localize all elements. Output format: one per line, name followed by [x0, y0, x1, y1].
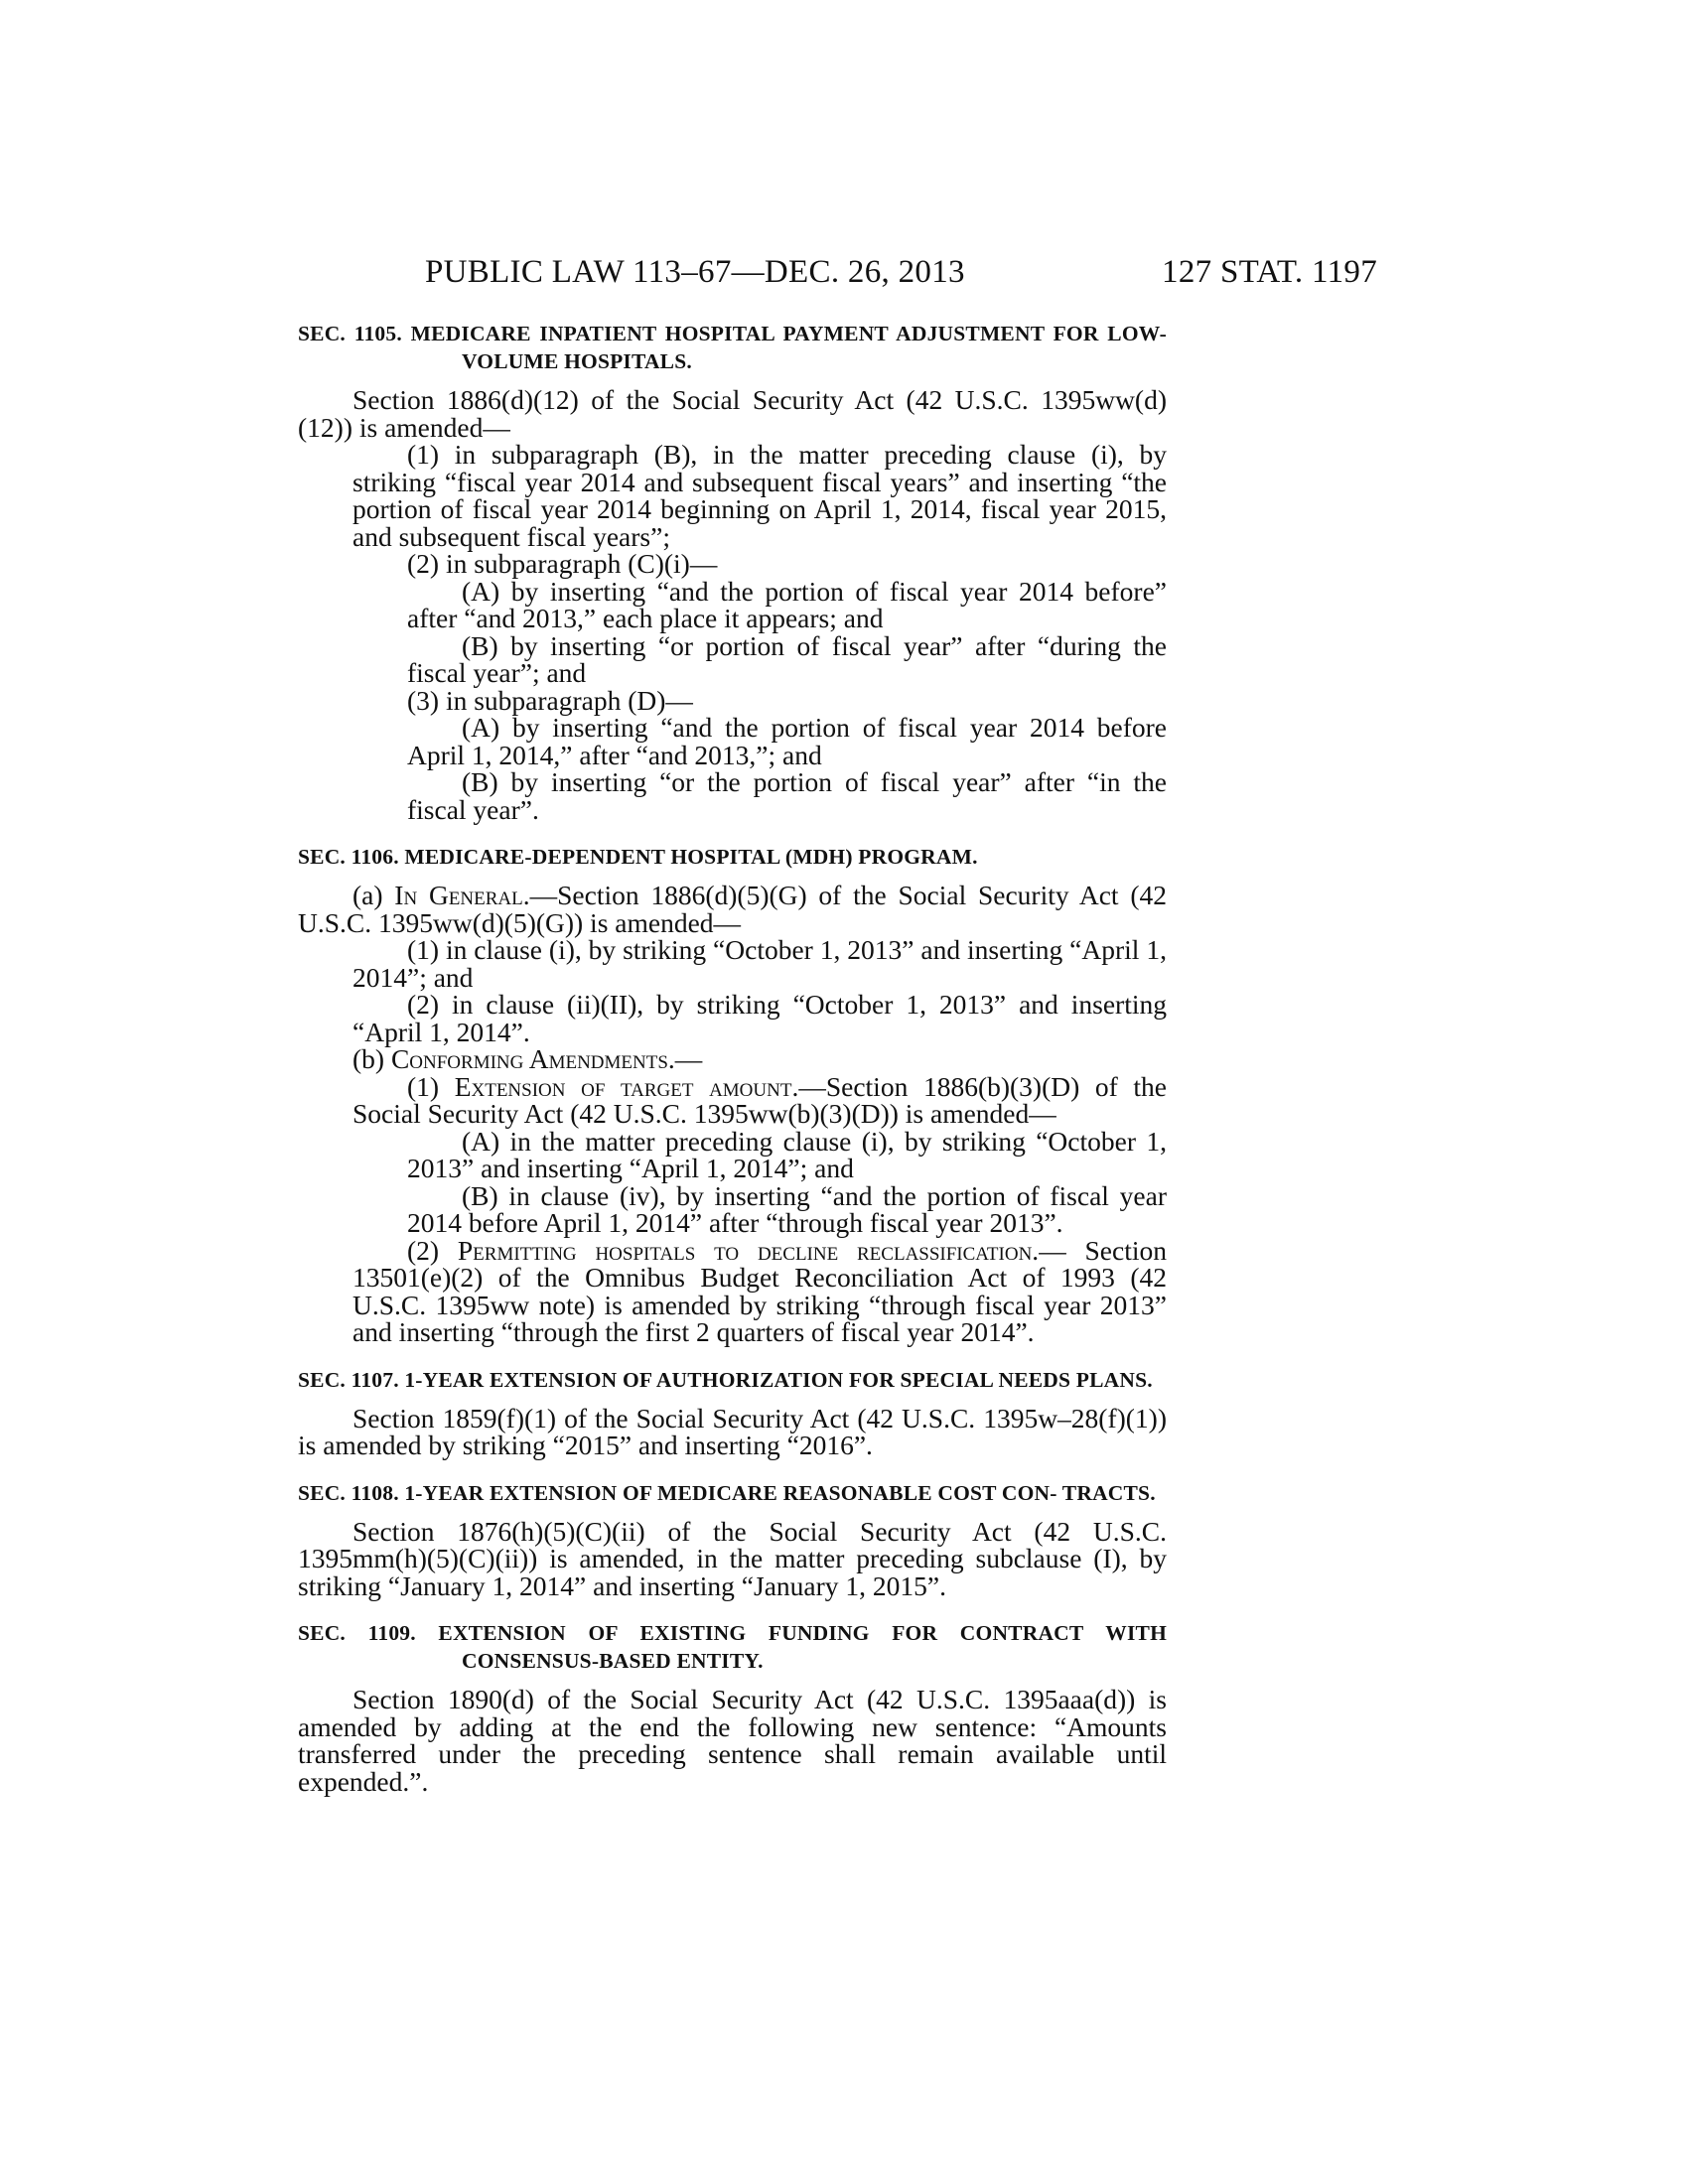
section-paragraph	[298, 1234, 1167, 1347]
running-head	[298, 254, 1377, 290]
section-paragraph: (3) in subparagraph (D)—	[407, 684, 693, 716]
section-paragraph: (2) in subparagraph (C)(i)—	[407, 548, 718, 579]
section-paragraph: Section 1890(d) of the Social Security Act (42 U.S.C. 1395aaa(d)) is amended by adding at the end the following new sentence: “Amounts transferred under the preceding sentence shall remain available until expended.”.	[298, 1684, 1167, 1797]
section-paragraph: (A) in the matter preceding clause (i), by striking “October 1, 2013” and inserting “April 1, 2014”; and	[407, 1125, 1167, 1183]
paragraph-enumerator: (b)	[352, 1043, 391, 1074]
paragraph-caption: Permitting hospitals to decline reclassification.	[457, 1234, 1040, 1266]
section-paragraph: Section 1886(d)(12) of the Social Security Act (42 U.S.C. 1395ww(d)(12)) is amended—	[298, 384, 1167, 443]
paragraph-caption: Extension of target amount.	[454, 1070, 799, 1102]
section-heading: SEC. 1107. 1-YEAR EXTENSION OF AUTHORIZATION FOR SPECIAL NEEDS PLANS.	[298, 1367, 1153, 1392]
paragraph-enumerator: (a)	[352, 880, 395, 910]
section-paragraph	[298, 882, 1167, 936]
section-paragraph: (A) by inserting “and the portion of fiscal year 2014 before” after “and 2013,” each place it appears; and	[407, 575, 1167, 633]
paragraph-text: —Section 1886(b)(3)(D) of the Social Security Act (42 U.S.C. 1395ww(b)(3)(D)) is amended—	[352, 1070, 1167, 1129]
section-heading: SEC. 1109. EXTENSION OF EXISTING FUNDING FOR CONTRACT WITH CONSENSUS-BASED ENTITY.	[298, 1621, 1167, 1673]
section-heading: SEC. 1105. MEDICARE INPATIENT HOSPITAL PAYMENT ADJUSTMENT FOR LOW-VOLUME HOSPITALS.	[298, 322, 1167, 373]
section-paragraph: (B) by inserting “or portion of fiscal year” after “during the fiscal year”; and	[407, 629, 1167, 688]
document-body	[298, 320, 1167, 1795]
section-paragraph	[298, 1070, 1167, 1129]
paragraph-text: —Section 1886(d)(5)(G) of the Social Security Act (42 U.S.C. 1395ww(d)(5)(G)) is amended—	[298, 880, 1167, 938]
section-paragraph: (A) by inserting “and the portion of fiscal year 2014 before April 1, 2014,” after “and 2013,”; and	[407, 712, 1167, 770]
paragraph-enumerator: (2)	[407, 1234, 458, 1266]
paragraph-enumerator: (1)	[407, 1070, 455, 1102]
section-paragraph: (B) in clause (iv), by inserting “and the portion of fiscal year 2014 before April 1, 2014” after “through fiscal year 2013”.	[407, 1179, 1167, 1238]
section-paragraph: (1) in clause (i), by striking “October 1, 2013” and inserting “April 1, 2014”; and	[352, 934, 1167, 993]
section-paragraph: Section 1859(f)(1) of the Social Security Act (42 U.S.C. 1395w–28(f)(1)) is amended by striking “2015” and inserting “2016”.	[298, 1402, 1167, 1460]
paragraph-text: —	[674, 1043, 703, 1074]
paragraph-text: — Section 13501(e)(2) of the Omnibus Budget Reconciliation Act of 1993 (42 U.S.C. 1395ww note) is amended by striking “through fiscal year 2013” and inserting “through the first 2 quarters of fiscal year 2014”.	[352, 1234, 1167, 1347]
section-paragraph: (2) in clause (ii)(II), by striking “October 1, 2013” and inserting “April 1, 2014”.	[352, 989, 1167, 1047]
page-number: 127 STAT. 1197	[1162, 254, 1377, 290]
section-paragraph: (1) in subparagraph (B), in the matter preceding clause (i), by striking “fiscal year 2014 and subsequent fiscal years” and inserting “the portion of fiscal year 2014 beginning on April 1, 2014, fiscal year 2015, and subsequent fiscal years”;	[352, 439, 1167, 552]
section-heading: SEC. 1106. MEDICARE-DEPENDENT HOSPITAL (MDH) PROGRAM.	[298, 845, 978, 869]
section-heading: SEC. 1108. 1-YEAR EXTENSION OF MEDICARE REASONABLE COST CON- TRACTS.	[298, 1480, 1156, 1505]
paragraph-caption: Conforming Amendments.	[390, 1043, 675, 1074]
document-page	[298, 254, 1377, 1795]
section-paragraph: (B) by inserting “or the portion of fiscal year” after “in the fiscal year”.	[407, 766, 1167, 825]
section-paragraph: Section 1876(h)(5)(C)(ii) of the Social Security Act (42 U.S.C. 1395mm(h)(5)(C)(ii)) is amended, in the matter preceding subclause (I), by striking “January 1, 2014” and inserting “January 1, 2015”.	[298, 1515, 1167, 1601]
section-paragraph	[298, 1045, 1167, 1073]
paragraph-caption: In General.	[394, 880, 530, 910]
running-head-title: PUBLIC LAW 113–67—DEC. 26, 2013	[425, 254, 965, 290]
